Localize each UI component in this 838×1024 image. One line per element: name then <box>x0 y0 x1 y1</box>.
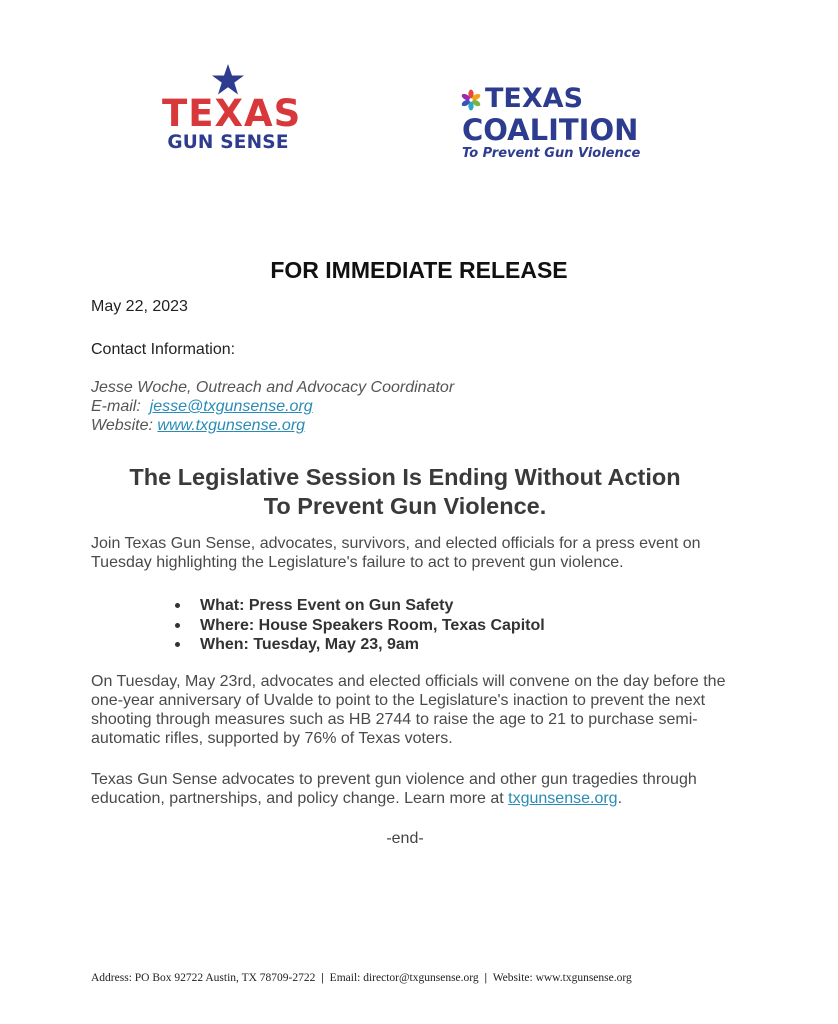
release-date: May 22, 2023 <box>91 298 188 315</box>
footer-website: Website: www.txgunsense.org <box>492 972 632 984</box>
logo-texas-word: TEXAS <box>162 92 302 135</box>
logo-coalition-word: COALITION <box>462 113 639 147</box>
about-link[interactable]: txgunsense.org <box>508 790 618 807</box>
event-details-list <box>172 596 545 655</box>
press-title <box>0 463 810 521</box>
footer-address: Address: PO Box 92722 Austin, TX 78709-2722 <box>91 972 316 984</box>
footer-separator: | <box>321 972 324 984</box>
about-paragraph <box>91 770 751 808</box>
texas-coalition-logo <box>460 84 660 161</box>
bullet-text: What: Press Event on Gun Safety <box>200 597 454 614</box>
release-heading: FOR IMMEDIATE RELEASE <box>270 257 568 283</box>
intro-paragraph: Join Texas Gun Sense, advocates, survivors, and elected officials for a press event on Tuesday highlighting the Legislature's failure to act to prevent gun violence. <box>91 535 701 571</box>
contact-block <box>91 378 454 435</box>
bullet-text: Where: House Speakers Room, Texas Capitol <box>200 616 545 634</box>
bullet-icon <box>175 623 180 628</box>
pinwheel-icon <box>460 89 482 111</box>
contact-email-row <box>91 397 454 416</box>
texas-gun-sense-logo <box>162 64 302 154</box>
footer-separator: | <box>484 972 488 984</box>
bullet-icon <box>175 642 180 647</box>
list-item <box>172 616 545 636</box>
contact-website-row <box>91 416 454 435</box>
logo-gun-sense-word: GUN SENSE <box>167 132 289 153</box>
about-period: . <box>617 790 623 807</box>
email-link[interactable]: jesse@txgunsense.org <box>149 398 313 415</box>
end-marker: -end- <box>386 830 424 847</box>
footer-email: Email: director@txgunsense.org <box>329 972 479 984</box>
contact-label: Contact Information: <box>91 341 236 358</box>
bullet-icon <box>175 603 180 608</box>
list-item <box>172 635 545 655</box>
email-label: E-mail: <box>91 398 141 415</box>
press-title-line1: The Legislative Session Is Ending Without Action <box>129 464 681 490</box>
logo-coalition-texas-word: TEXAS <box>485 83 584 114</box>
contact-name: Jesse Woche, Outreach and Advocacy Coordinator <box>91 379 455 396</box>
about-text: Texas Gun Sense advocates to prevent gun violence and other gun tragedies through education, partnerships, and policy change. Learn more at <box>91 771 697 807</box>
bullet-text: When: Tuesday, May 23, 9am <box>200 636 420 653</box>
press-title-line2: To Prevent Gun Violence. <box>263 493 547 519</box>
list-item <box>172 596 545 616</box>
website-link[interactable]: www.txgunsense.org <box>157 417 306 434</box>
body-paragraph: On Tuesday, May 23rd, advocates and elected officials will convene on the day before the one-year anniversary of Uvalde to point to the Legislature's inaction to prevent the next shooting through measures such as HB 2744 to raise the age to 21 to purchase semi-automatic rifles, supported by 76% of Texas voters. <box>91 673 726 747</box>
logo-tagline: To Prevent Gun Violence <box>462 146 641 161</box>
website-label: Website: <box>91 417 153 434</box>
footer <box>91 972 632 984</box>
